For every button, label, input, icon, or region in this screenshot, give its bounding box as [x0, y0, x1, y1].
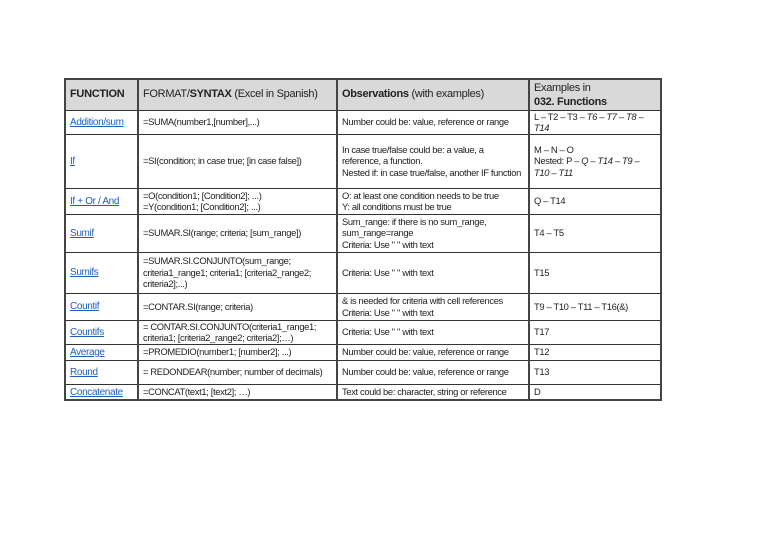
- function-link[interactable]: Average: [70, 346, 105, 358]
- table-row: [65, 384, 661, 400]
- syntax-cell: =CONCAT(text1; [text2]; …): [138, 384, 337, 400]
- example-segment: T4 – T5: [534, 227, 564, 239]
- observations-cell: In case true/false could be: a value, a reference, a function. Nested if: in case true/false, another IF function: [337, 134, 529, 188]
- table-row: [65, 344, 661, 360]
- syntax-cell: =SUMAR.SI.CONJUNTO(sum_range; criteria1_range1; criteria1; [criteria2_range2; criteria2];...): [138, 252, 337, 293]
- function-link[interactable]: Sumif: [70, 227, 94, 239]
- header-examples: Examples in 032. Functions: [529, 79, 661, 110]
- observations-cell: Sum_range: if there is no sum_range, sum_range=range Criteria: Use " " with text: [337, 214, 529, 252]
- observations-cell: Criteria: Use " " with text: [337, 320, 529, 344]
- examples-cell: [529, 134, 661, 188]
- table-row: [65, 252, 661, 293]
- example-segment: T12: [534, 346, 550, 358]
- function-cell: [65, 134, 138, 188]
- table-row: [65, 293, 661, 320]
- syntax-cell: =SI(condition; in case true; [in case false]): [138, 134, 337, 188]
- example-segment: D: [534, 386, 541, 397]
- function-cell: [65, 344, 138, 360]
- syntax-cell: =CONTAR.SI(range; criteria): [138, 293, 337, 320]
- function-link[interactable]: Sumifs: [70, 267, 99, 279]
- table-row: [65, 110, 661, 134]
- function-link[interactable]: Round: [70, 366, 98, 378]
- examples-cell: [529, 252, 661, 293]
- function-cell: [65, 214, 138, 252]
- table-row: [65, 320, 661, 344]
- examples-cell: [529, 320, 661, 344]
- examples-cell: [529, 293, 661, 320]
- table-row: [65, 134, 661, 188]
- examples-cell: [529, 110, 661, 134]
- function-cell: [65, 188, 138, 214]
- examples-cell: [529, 384, 661, 400]
- observations-cell: O: at least one condition needs to be true Y: all conditions must be true: [337, 188, 529, 214]
- function-cell: [65, 252, 138, 293]
- examples-cell: [529, 188, 661, 214]
- observations-cell: & is needed for criteria with cell references Criteria: Use " " with text: [337, 293, 529, 320]
- example-segment: T6 – T7 – T8 – T14: [534, 110, 644, 133]
- observations-cell: Text could be: character, string or reference: [337, 384, 529, 400]
- example-segment: Q – T14 – T9 – T10 – T11: [534, 155, 640, 178]
- header-format: FORMAT/SYNTAX (Excel in Spanish): [138, 79, 337, 110]
- function-link[interactable]: If + Or / And: [70, 195, 120, 207]
- table-row: [65, 360, 661, 384]
- example-segment: T13: [534, 366, 550, 378]
- function-cell: [65, 360, 138, 384]
- function-cell: [65, 320, 138, 344]
- example-segment: Q – T14: [534, 195, 566, 207]
- examples-cell: [529, 214, 661, 252]
- examples-cell: [529, 344, 661, 360]
- table-row: [65, 214, 661, 252]
- functions-table: [64, 78, 662, 401]
- example-segment: T9 – T10 – T11 – T16(&): [534, 300, 628, 312]
- syntax-cell: =O(condition1; [Condition2]; ...) =Y(condition1; [Condition2]; ...): [138, 188, 337, 214]
- syntax-cell: = REDONDEAR(number; number of decimals): [138, 360, 337, 384]
- table-row: [65, 188, 661, 214]
- syntax-cell: =PROMEDIO(number1; [number2]; ...): [138, 344, 337, 360]
- header-row: [65, 79, 661, 110]
- observations-cell: Criteria: Use " " with text: [337, 252, 529, 293]
- syntax-cell: =SUMAR.SI(range; criteria; [sum_range]): [138, 214, 337, 252]
- function-link[interactable]: Countifs: [70, 326, 104, 338]
- examples-cell: [529, 360, 661, 384]
- example-segment: T15: [534, 266, 550, 278]
- example-segment: M – N – O Nested: P –: [534, 143, 579, 167]
- function-cell: [65, 293, 138, 320]
- function-link[interactable]: Addition/sum: [70, 116, 124, 128]
- function-link[interactable]: Countif: [70, 301, 100, 313]
- function-link[interactable]: Concatenate: [70, 386, 123, 398]
- observations-cell: Number could be: value, reference or range: [337, 110, 529, 134]
- function-cell: [65, 384, 138, 400]
- example-segment: L – T2 – T3 –: [534, 110, 587, 122]
- function-cell: [65, 110, 138, 134]
- example-segment: T17: [534, 326, 550, 338]
- header-observations: Observations (with examples): [337, 79, 529, 110]
- observations-cell: Number could be: value, reference or range: [337, 344, 529, 360]
- syntax-cell: = CONTAR.SI.CONJUNTO(criteria1_range1; criteria1; [criteria2_range2; criteria2];…): [138, 320, 337, 344]
- syntax-cell: =SUMA(number1,[number],...): [138, 110, 337, 134]
- function-link[interactable]: If: [70, 155, 75, 167]
- observations-cell: Number could be: value, reference or range: [337, 360, 529, 384]
- header-function: FUNCTION: [65, 79, 138, 110]
